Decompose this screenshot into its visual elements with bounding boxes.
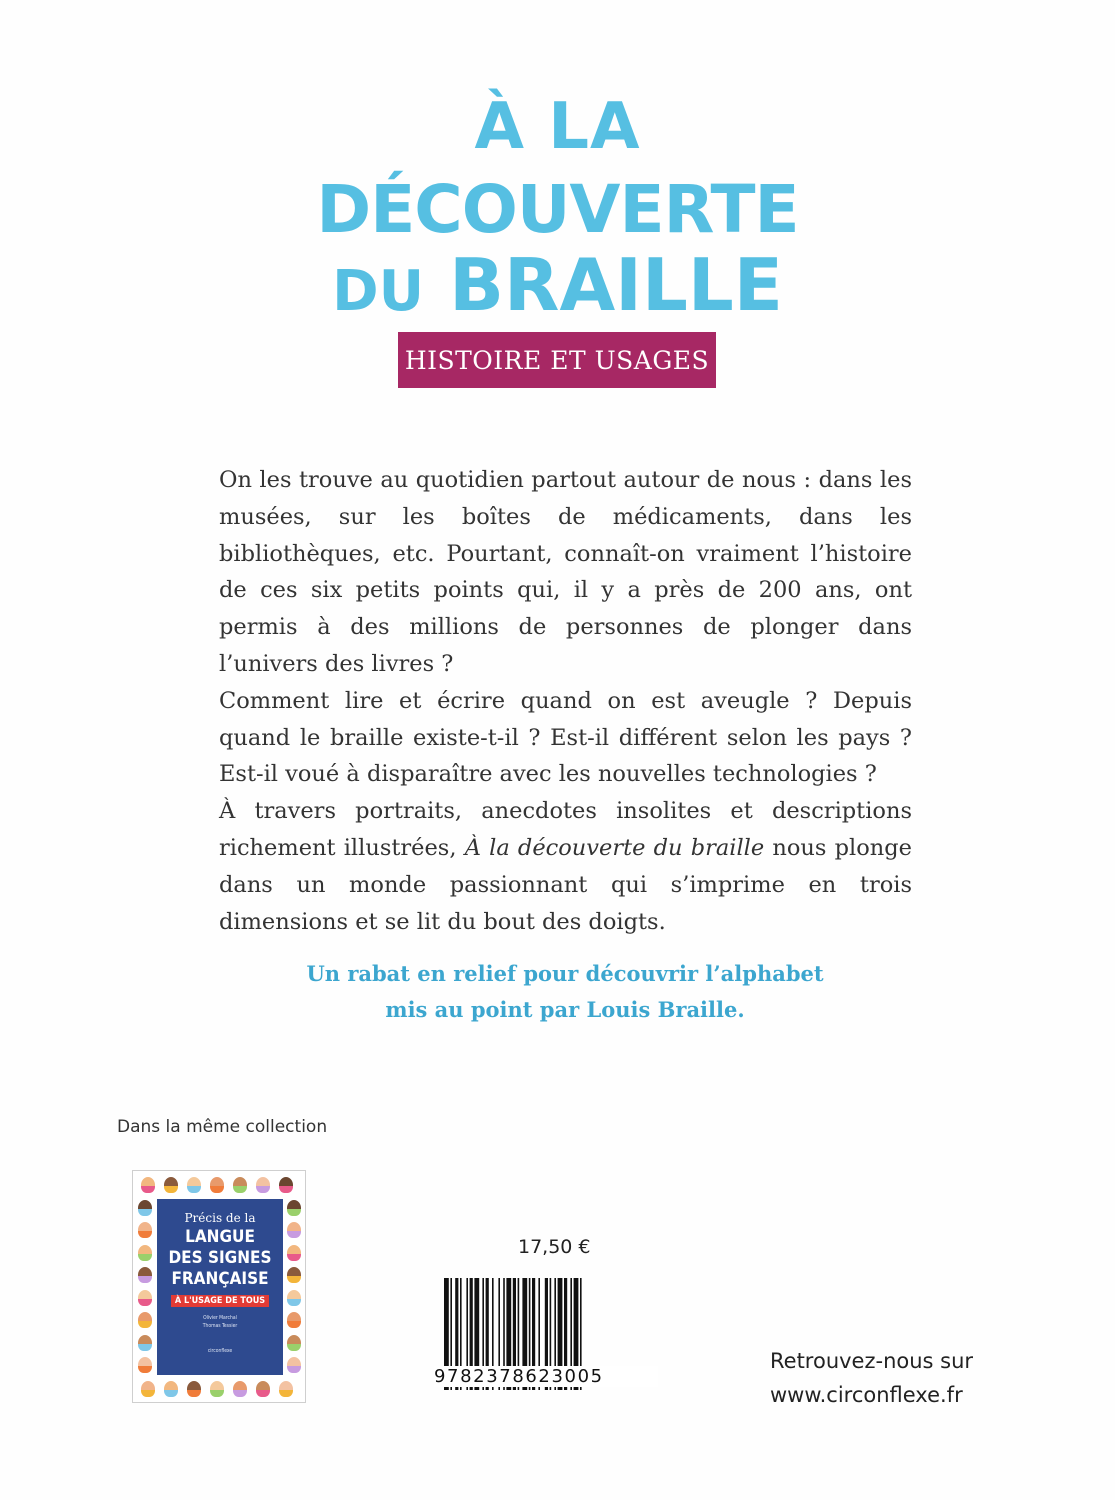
illustration-person	[187, 1177, 201, 1193]
illustration-person	[138, 1222, 152, 1238]
related-book-title-small: Précis de la	[184, 1211, 256, 1225]
subtitle-band	[398, 332, 716, 388]
title-line-2: DÉCOUVERTE	[316, 171, 799, 248]
related-book-title-line-1: LANGUE	[185, 1227, 255, 1247]
blurb-paragraph-1: On les trouve au quotidien partout autour de nous : dans les musées, sur les boîtes de médicaments, dans les bibliothèques, etc. Pourtant, connaît-on vraiment l’histoire de ces six petits points qui, il y a près de 200 ans, ont permis à des millions de personnes de plonger dans l’univers des livres ?	[219, 467, 912, 677]
blurb-p3-start: À travers portraits, anecdotes insolites et descriptions richement illustrées,	[219, 798, 912, 861]
title-line-3	[0, 243, 1115, 327]
blurb	[219, 462, 912, 940]
blurb-paragraph-3	[219, 793, 912, 940]
related-book-badge: À L'USAGE DE TOUS	[171, 1295, 269, 1307]
subtitle: HISTOIRE ET USAGES	[404, 345, 710, 375]
illustration-person	[138, 1200, 152, 1216]
related-book-title-line-2: DES SIGNES	[168, 1248, 272, 1268]
illustration-person	[233, 1381, 247, 1397]
illustration-person	[287, 1312, 301, 1328]
related-book-author-1: Olivier Marchal	[203, 1315, 237, 1321]
illustration-person	[287, 1200, 301, 1216]
highlight-line-1: Un rabat en relief pour découvrir l’alphabet	[306, 961, 824, 986]
illustration-person	[138, 1290, 152, 1306]
illustration-person	[141, 1177, 155, 1193]
related-book-title-line-3: FRANÇAISE	[171, 1269, 269, 1289]
illustration-person	[287, 1267, 301, 1283]
related-book-cover	[132, 1170, 306, 1403]
title-line-1: À LA	[474, 90, 641, 164]
illustration-person	[210, 1177, 224, 1193]
related-book-publisher: circonflexe	[207, 1348, 233, 1354]
website-info	[770, 1344, 973, 1412]
illustration-person	[164, 1381, 178, 1397]
blurb-p3-end: nous plonge dans un monde passionnant qui s’imprime en trois dimensions et se lit du bout des doigts.	[219, 834, 912, 935]
illustration-person	[138, 1312, 152, 1328]
related-book-cover-panel	[157, 1199, 283, 1375]
illustration-person	[287, 1357, 301, 1373]
book-title	[0, 90, 1115, 327]
website-link: www.circonflexe.fr	[770, 1383, 963, 1407]
illustration-person	[279, 1381, 293, 1397]
blurb-book-title: À la découverte du braille	[464, 834, 765, 861]
find-us-label: Retrouvez-nous sur	[770, 1349, 974, 1373]
illustration-person	[256, 1381, 270, 1397]
illustration-person	[287, 1245, 301, 1261]
illustration-person	[164, 1177, 178, 1193]
illustration-person	[287, 1290, 301, 1306]
illustration-person	[138, 1335, 152, 1351]
illustration-person	[138, 1245, 152, 1261]
title-braille: BRAILLE	[449, 243, 783, 327]
price: 17,50 €	[518, 1236, 591, 1258]
illustration-person	[287, 1335, 301, 1351]
illustration-person	[141, 1381, 155, 1397]
related-book-author-2: Thomas Tessier	[202, 1323, 238, 1329]
blurb-paragraph-2: Comment lire et écrire quand on est aveugle ? Depuis quand le braille existe-t-il ? Est-il différent selon les pays ? Est-il voué à disparaître avec les nouvelles technologies ?	[219, 687, 912, 788]
illustration-person	[187, 1381, 201, 1397]
illustration-person	[138, 1267, 152, 1283]
isbn-number: 9782378623005	[434, 1366, 658, 1387]
illustration-person	[256, 1177, 270, 1193]
illustration-person	[233, 1177, 247, 1193]
title-du: DU	[332, 259, 425, 324]
collection-label: Dans la même collection	[117, 1117, 328, 1137]
illustration-person	[287, 1222, 301, 1238]
illustration-person	[210, 1381, 224, 1397]
highlight-line-2: mis au point par Louis Braille.	[385, 997, 745, 1022]
illustration-person	[138, 1357, 152, 1373]
illustration-person	[279, 1177, 293, 1193]
highlight-text	[0, 956, 1115, 1028]
